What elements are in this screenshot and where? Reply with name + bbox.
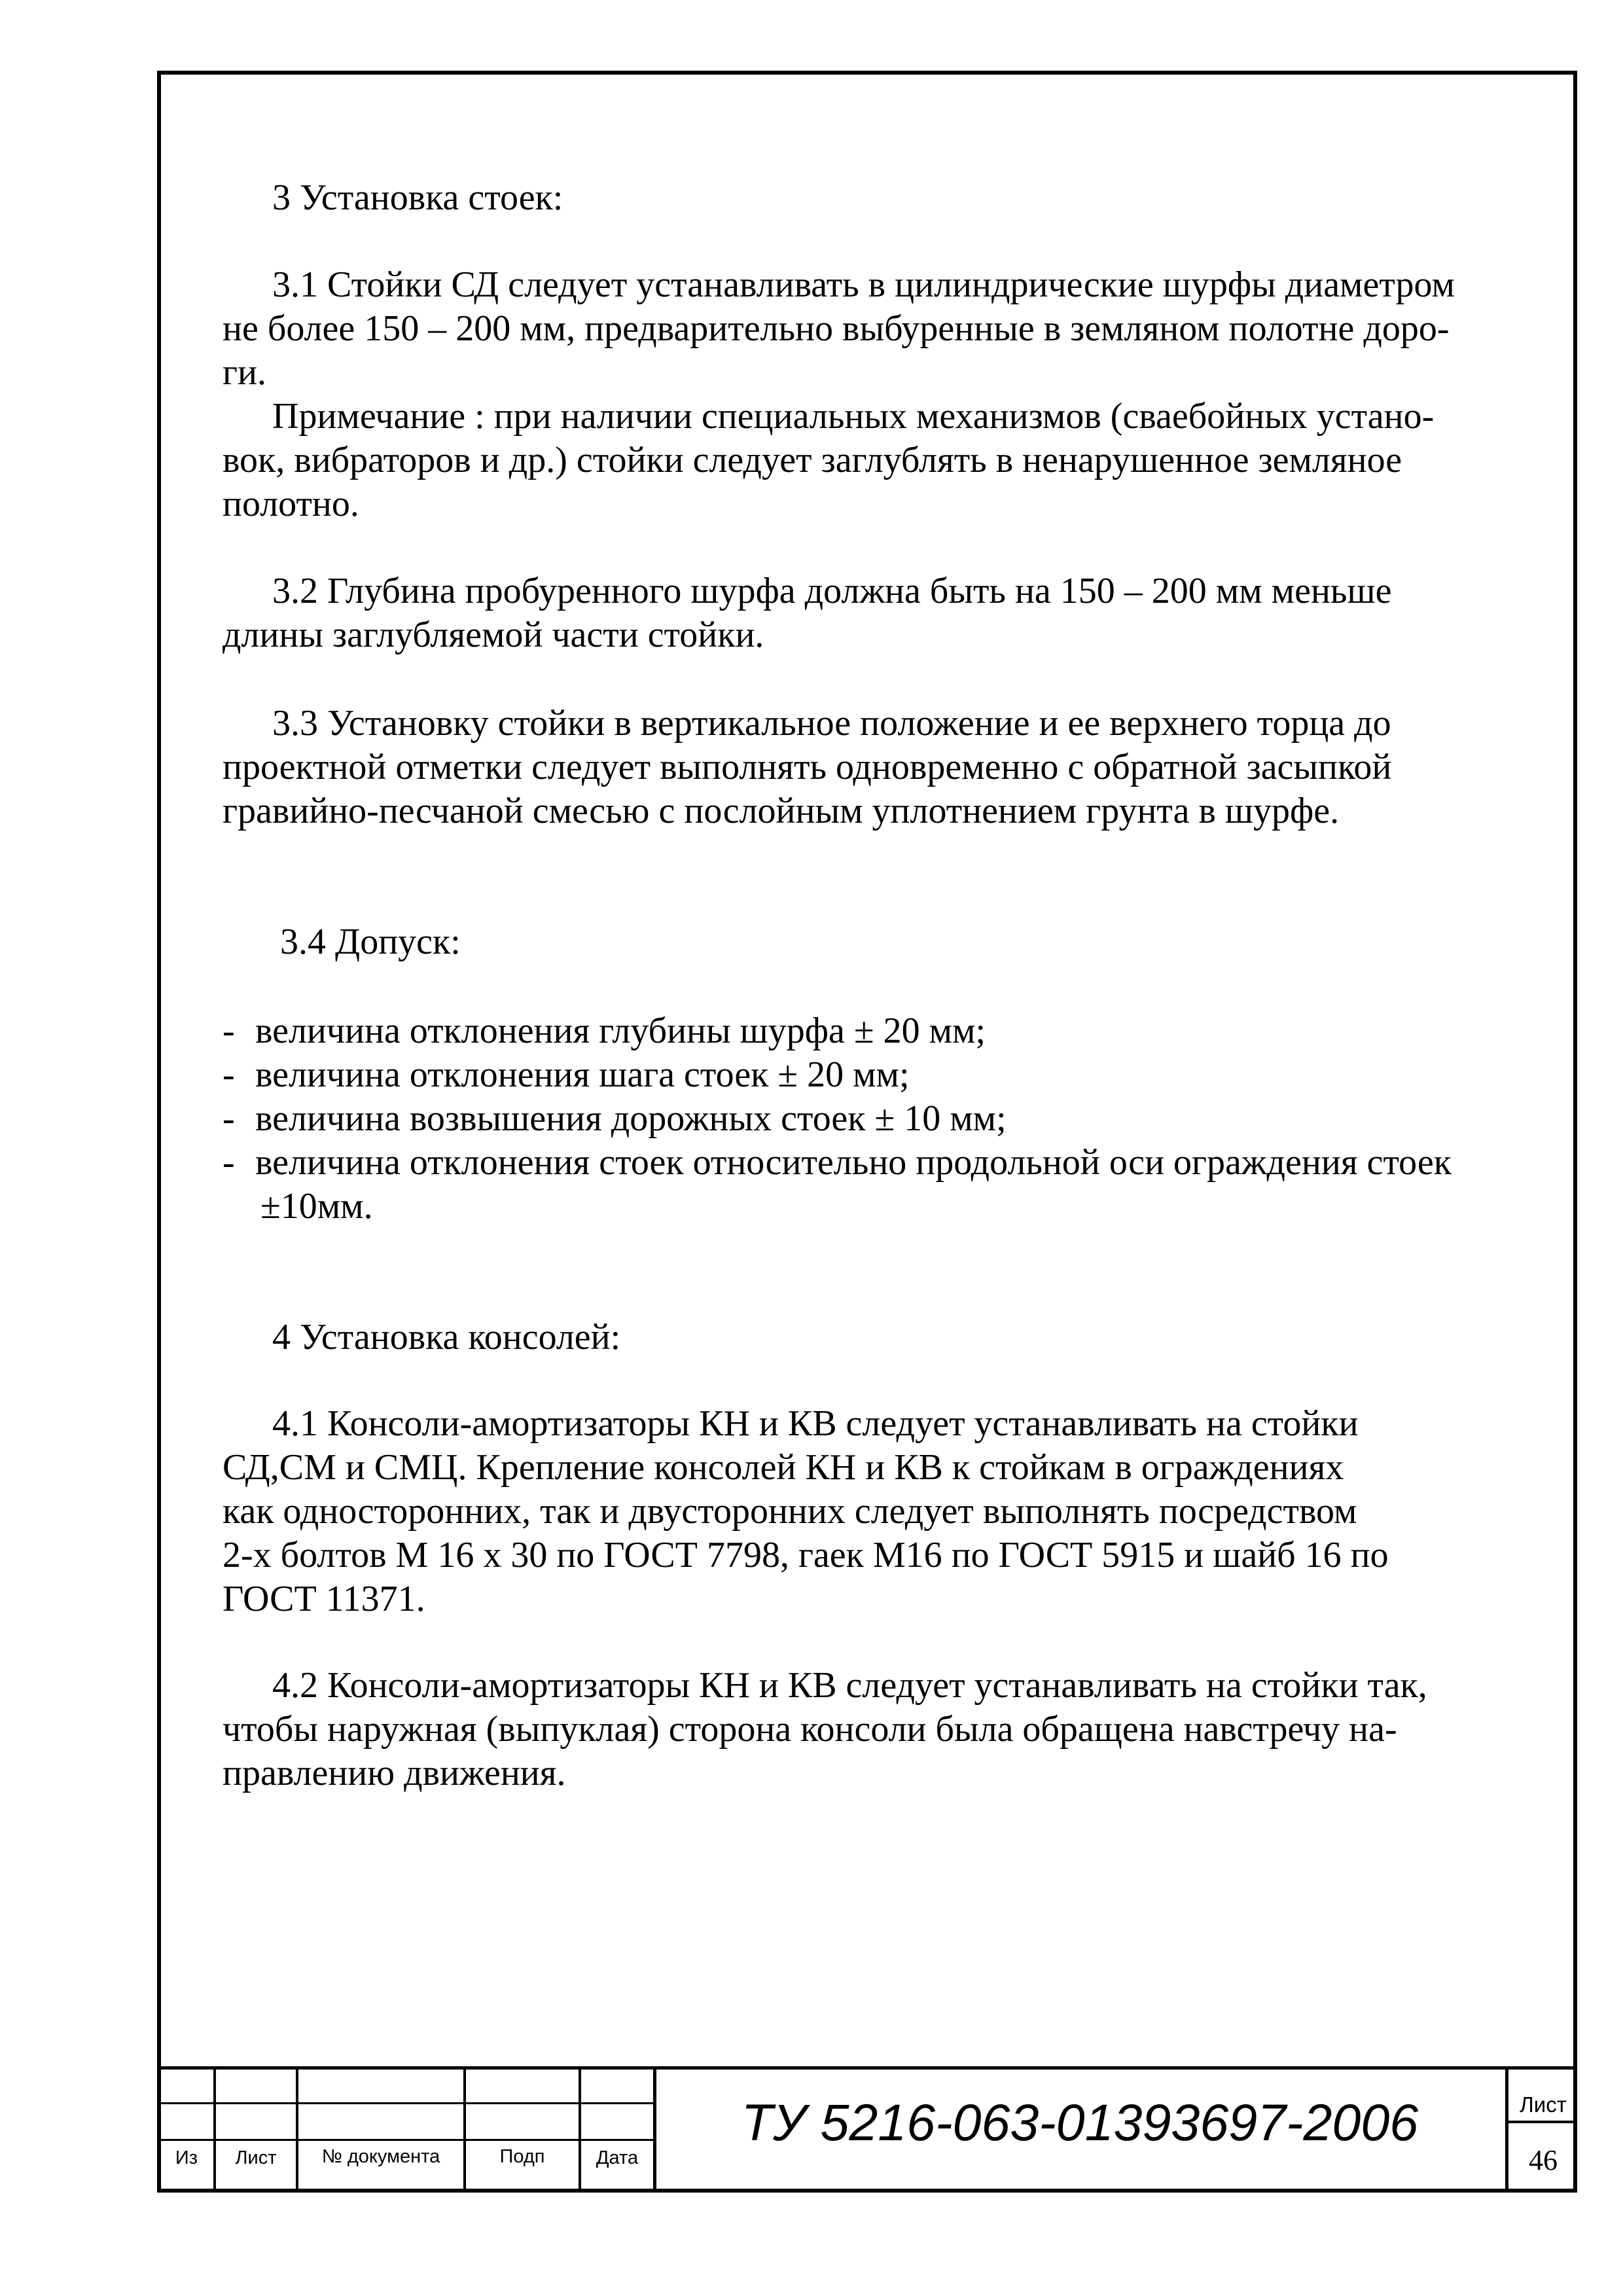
label-document-number: № документа xyxy=(321,2146,440,2167)
section-4-heading: 4 Установка консолей: xyxy=(272,1317,621,1357)
list-item-text: величина отклонения стоек относительно продольной оси ограждения стоек xyxy=(255,1142,1452,1183)
paragraph-4-1 xyxy=(223,1402,1525,1621)
sheet-number: 46 xyxy=(1529,2144,1558,2176)
paragraph-line: 3.2 Глубина пробуренного шурфа должна быть на 150 – 200 мм меньше xyxy=(272,571,1392,611)
paragraph-line: ГОСТ 11371. xyxy=(223,1579,425,1619)
title-block-col-line xyxy=(463,2066,466,2193)
paragraph-line: правлению движения. xyxy=(223,1753,566,1793)
paragraph-line: СД,СМ и СМЦ. Крепление консолей КН и КВ к стойкам в ограждениях xyxy=(223,1447,1344,1488)
paragraph-line: длины заглубляемой части стойки. xyxy=(223,615,764,655)
list-item xyxy=(223,1009,1525,1053)
paragraph-line: как односторонних, так и двусторонних следует выполнять посредством xyxy=(223,1491,1357,1532)
label-iz: Из xyxy=(175,2147,198,2168)
list-item-text: величина отклонения шага стоек ± 20 мм; xyxy=(255,1054,910,1095)
title-block-top-border xyxy=(157,2066,1577,2070)
list-item-continuation: ±10мм. xyxy=(260,1186,373,1227)
document-code: ТУ 5216-063-01393697-2006 xyxy=(741,2093,1419,2151)
list-dash: - xyxy=(223,1011,235,1051)
section-3-heading-block xyxy=(223,176,1525,220)
list-dash: - xyxy=(223,1142,235,1183)
title-block-col-line xyxy=(213,2066,216,2193)
note-line: Примечание : при наличии специальных механизмов (сваебойных устано- xyxy=(272,396,1435,437)
list-item xyxy=(223,1053,1525,1097)
list-dash: - xyxy=(223,1098,235,1139)
title-block-col-line xyxy=(579,2066,581,2193)
list-item-text: величина возвышения дорожных стоек ± 10 мм; xyxy=(255,1098,1007,1139)
list-dash: - xyxy=(223,1054,235,1095)
paragraph-line: 4.1 Консоли-амортизаторы КН и КВ следует устанавливать на стойки xyxy=(272,1403,1359,1444)
paragraph-line: чтобы наружная (выпуклая) сторона консоли была обращена навстречу на- xyxy=(223,1709,1397,1749)
paragraph-line: 2-х болтов М 16 х 30 по ГОСТ 7798, гаек М16 по ГОСТ 5915 и шайб 16 по xyxy=(223,1535,1389,1575)
title-block-col-line xyxy=(653,2066,656,2193)
paragraph-3-2 xyxy=(223,569,1525,657)
paragraph-4-2 xyxy=(223,1664,1525,1795)
paragraph-3-4-heading xyxy=(223,920,1525,964)
note-line: полотно. xyxy=(223,484,359,524)
sheet-label: Лист xyxy=(1520,2092,1567,2117)
list-item-text: величина отклонения глубины шурфа ± 20 мм; xyxy=(255,1011,986,1051)
list-item xyxy=(223,1097,1525,1141)
title-block-col-line xyxy=(296,2066,298,2193)
paragraph-line: 3.1 Стойки СД следует устанавливать в цилиндрические шурфы диаметром xyxy=(272,264,1455,305)
label-list: Лист xyxy=(235,2147,277,2168)
paragraph-line: не более 150 – 200 мм, предварительно выбуренные в земляном полотне доро- xyxy=(223,308,1450,349)
paragraph-3-3 xyxy=(223,702,1525,833)
label-signature: Подп xyxy=(499,2146,545,2167)
title-block-sheet-divider xyxy=(1505,2121,1577,2123)
section-3-heading: 3 Установка стоек: xyxy=(272,177,563,218)
title-block-col-line xyxy=(1505,2066,1508,2193)
paragraph-line: 3.3 Установку стойки в вертикальное положение и ее верхнего торца до xyxy=(272,703,1391,744)
tolerance-heading: 3.4 Допуск: xyxy=(280,922,461,962)
tolerance-list xyxy=(223,1009,1525,1229)
paragraph-line: ги. xyxy=(223,352,266,393)
section-4-heading-block xyxy=(223,1316,1525,1359)
paragraph-line: гравийно-песчаной смесью с послойным уплотнением грунта в шурфе. xyxy=(223,791,1340,831)
note-line: вок, вибраторов и др.) стойки следует заглублять в ненарушенное земляное xyxy=(223,440,1402,480)
list-item xyxy=(223,1141,1525,1185)
paragraph-line: проектной отметки следует выполнять одновременно с обратной засыпкой xyxy=(223,747,1392,787)
paragraph-line: 4.2 Консоли-амортизаторы КН и КВ следует устанавливать на стойки так, xyxy=(272,1665,1427,1706)
paragraph-3-1 xyxy=(223,263,1525,526)
label-date: Дата xyxy=(596,2147,639,2168)
